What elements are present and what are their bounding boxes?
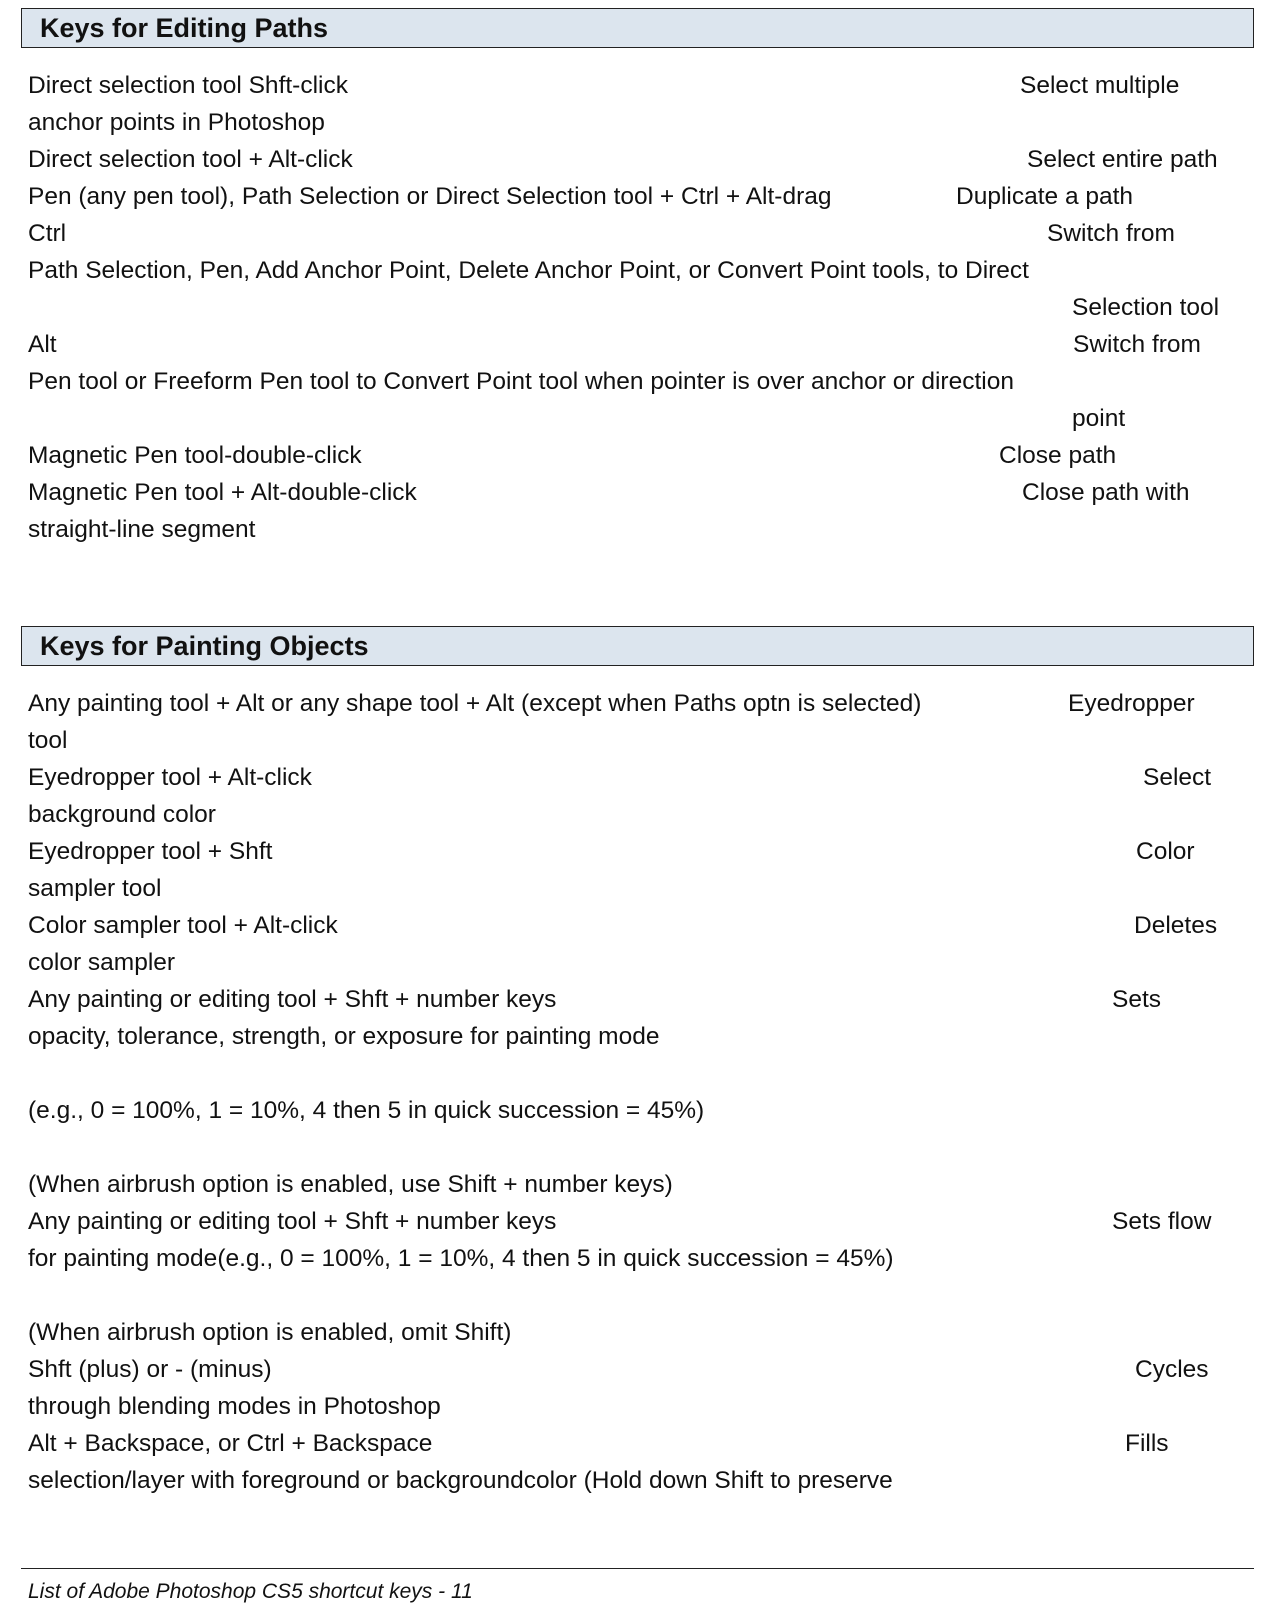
text-line: (When airbrush option is enabled, use Shift + number keys) bbox=[28, 1171, 673, 1198]
text-line: Color sampler tool + Alt-click bbox=[28, 912, 338, 939]
section-title: Keys for Editing Paths bbox=[40, 13, 329, 43]
text-line: through blending modes in Photoshop bbox=[28, 1393, 441, 1420]
text-line: Magnetic Pen tool + Alt-double-click bbox=[28, 479, 417, 506]
text-line: Alt bbox=[28, 331, 57, 358]
text-line: Direct selection tool + Alt-click bbox=[28, 146, 353, 173]
text-line: Select entire path bbox=[1027, 146, 1218, 173]
text-line: Sets bbox=[1112, 986, 1162, 1013]
text-line: opacity, tolerance, strength, or exposure for painting mode bbox=[28, 1023, 660, 1050]
text-line: Path Selection, Pen, Add Anchor Point, Delete Anchor Point, or Convert Point tools, to Direct bbox=[28, 257, 1029, 284]
text-line: anchor points in Photoshop bbox=[28, 109, 325, 136]
text-line: Any painting or editing tool + Shft + number keys bbox=[28, 1208, 557, 1235]
text-line: Select bbox=[1143, 764, 1212, 791]
text-line: for painting mode(e.g., 0 = 100%, 1 = 10%, 4 then 5 in quick succession = 45%) bbox=[28, 1245, 894, 1272]
text-line: sampler tool bbox=[28, 875, 162, 902]
text-line: Pen tool or Freeform Pen tool to Convert Point tool when pointer is over anchor or direction bbox=[28, 368, 1014, 395]
text-line: Eyedropper tool + Shft bbox=[28, 838, 273, 865]
section-header-painting-objects bbox=[21, 626, 1254, 666]
text-line: Ctrl bbox=[28, 220, 67, 247]
text-line: (When airbrush option is enabled, omit Shift) bbox=[28, 1319, 512, 1346]
text-line: Magnetic Pen tool-double-click bbox=[28, 442, 362, 469]
text-line: Color bbox=[1136, 838, 1195, 865]
text-line: Fills bbox=[1125, 1430, 1169, 1457]
text-line: background color bbox=[28, 801, 216, 828]
text-line: (e.g., 0 = 100%, 1 = 10%, 4 then 5 in quick succession = 45%) bbox=[28, 1097, 705, 1124]
text-line: Sets flow bbox=[1112, 1208, 1212, 1235]
text-line: Deletes bbox=[1134, 912, 1218, 939]
section-title: Keys for Painting Objects bbox=[40, 631, 369, 661]
text-line: selection/layer with foreground or backgroundcolor (Hold down Shift to preserve bbox=[28, 1467, 893, 1494]
text-line: Any painting or editing tool + Shft + number keys bbox=[28, 986, 557, 1013]
text-line: Shft (plus) or - (minus) bbox=[28, 1356, 272, 1383]
text-line: Alt + Backspace, or Ctrl + Backspace bbox=[28, 1430, 433, 1457]
text-line: Any painting tool + Alt or any shape tool + Alt (except when Paths optn is selected) bbox=[28, 690, 922, 717]
text-line: Duplicate a path bbox=[956, 183, 1134, 210]
text-line: Cycles bbox=[1135, 1356, 1209, 1383]
text-line: Close path bbox=[999, 442, 1117, 469]
text-line: straight-line segment bbox=[28, 516, 256, 543]
text-line: Eyedropper bbox=[1068, 690, 1195, 717]
text-line: Selection tool bbox=[1072, 294, 1220, 321]
text-line: Select multiple bbox=[1020, 72, 1180, 99]
text-line: tool bbox=[28, 727, 68, 754]
text-line: point bbox=[1072, 405, 1126, 432]
footer-divider bbox=[21, 1568, 1254, 1569]
page-footer: List of Adobe Photoshop CS5 shortcut keys - 11 bbox=[28, 1580, 473, 1603]
text-line: Direct selection tool Shft-click bbox=[28, 72, 348, 99]
text-line: Switch from bbox=[1047, 220, 1175, 247]
text-line: Switch from bbox=[1073, 331, 1201, 358]
text-line: Pen (any pen tool), Path Selection or Direct Selection tool + Ctrl + Alt-drag bbox=[28, 183, 832, 210]
text-line: color sampler bbox=[28, 949, 176, 976]
text-line: Eyedropper tool + Alt-click bbox=[28, 764, 312, 791]
text-line: Close path with bbox=[1022, 479, 1190, 506]
section-header-editing-paths bbox=[21, 8, 1254, 48]
